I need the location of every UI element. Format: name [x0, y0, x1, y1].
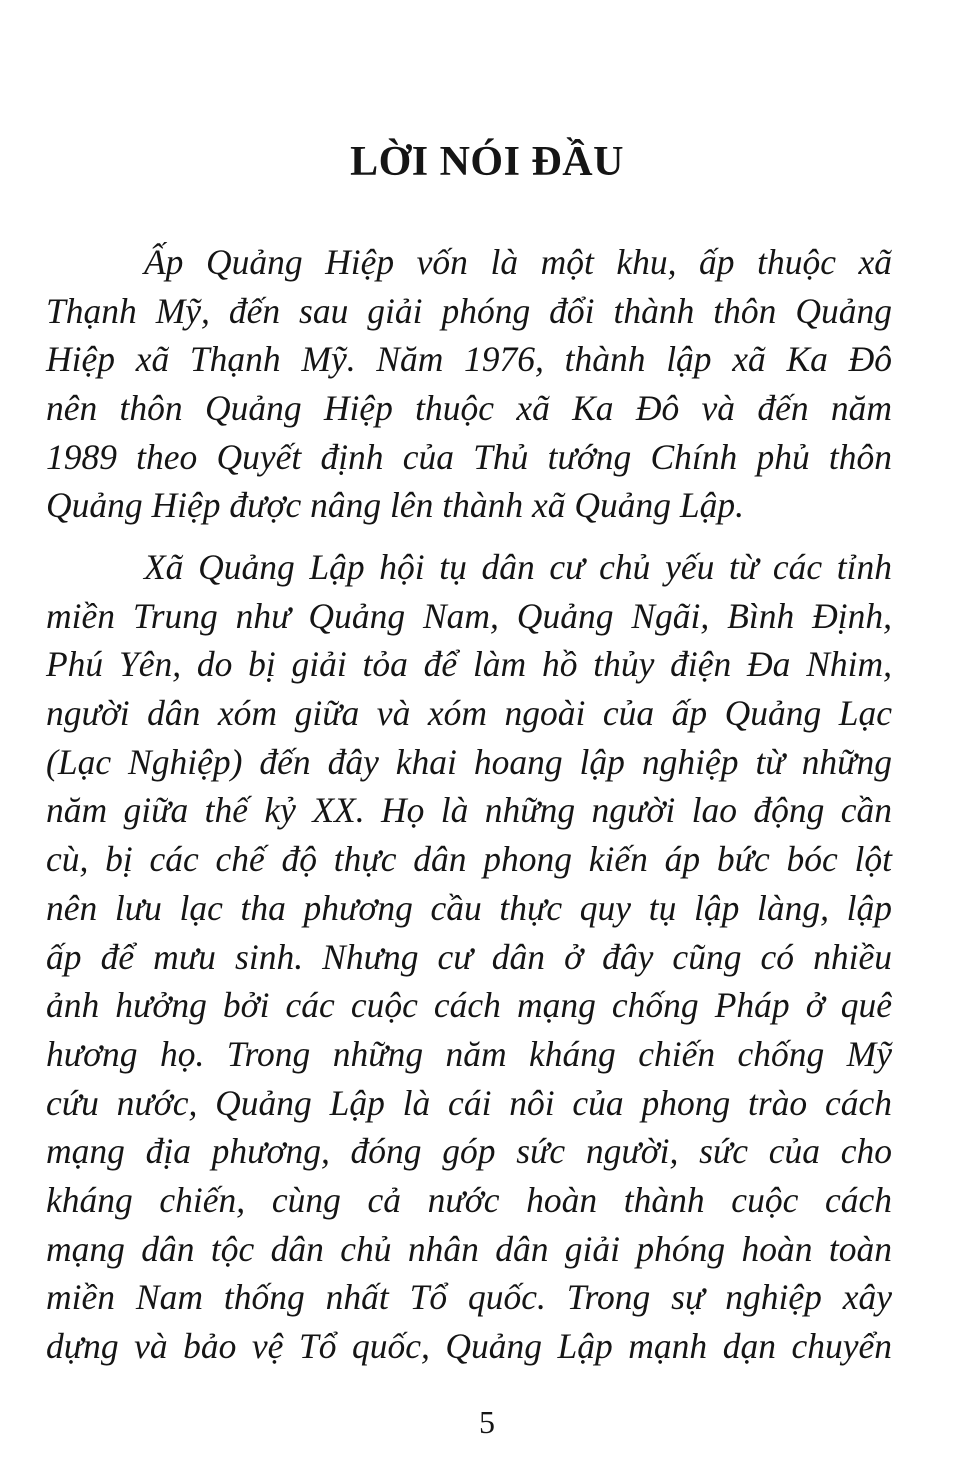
page-number: 5	[479, 1404, 495, 1440]
text-line: cù, bị các chế độ thực dân phong kiến áp bức bóc lột	[46, 839, 892, 880]
text-line: năm giữa thế kỷ XX. Họ là những người lao động cần	[46, 790, 892, 831]
text-line: kháng chiến, cùng cả nước hoàn thành cuộc cách	[46, 1179, 892, 1220]
text-line: Hiệp xã Thạnh Mỹ. Năm 1976, thành lập xã Ka Đô	[46, 339, 892, 380]
text-line: dựng và bảo vệ Tổ quốc, Quảng Lập mạnh dạn chuyển	[46, 1326, 892, 1366]
text-line: hương họ. Trong những năm kháng chiến chống Mỹ	[46, 1033, 892, 1074]
text-line: Ấp Quảng Hiệp vốn là một khu, ấp thuộc xã	[144, 242, 892, 282]
paragraph-2	[46, 543, 892, 1371]
text-line: ấp để mưu sinh. Nhưng cư dân ở đây cũng có nhiều	[46, 936, 892, 977]
text-line: mạng dân tộc dân chủ nhân dân giải phóng hoàn toàn	[46, 1228, 892, 1269]
text-line: Xã Quảng Lập hội tụ dân cư chủ yếu từ các tỉnh	[144, 547, 892, 587]
text-line: Quảng Hiệp được nâng lên thành xã Quảng Lập.	[46, 485, 744, 526]
text-line: cứu nước, Quảng Lập là cái nôi của phong trào cách	[46, 1082, 892, 1123]
text-line: Phú Yên, do bị giải tỏa để làm hồ thủy điện Đa Nhim,	[46, 644, 892, 685]
text-line: miền Nam thống nhất Tổ quốc. Trong sự nghiệp xây	[46, 1277, 892, 1318]
text-line: mạng địa phương, đóng góp sức người, sức của cho	[46, 1131, 892, 1172]
text-line: ảnh hưởng bởi các cuộc cách mạng chống Pháp ở quê	[46, 985, 892, 1026]
text-line: nên lưu lạc tha phương cầu thực quy tụ lập làng, lập	[46, 887, 892, 928]
page-title: LỜI NÓI ĐẦU	[350, 139, 624, 185]
text-line: 1989 theo Quyết định của Thủ tướng Chính phủ thôn	[46, 436, 892, 477]
text-line: người dân xóm giữa và xóm ngoài của ấp Quảng Lạc	[46, 693, 892, 734]
text-line: nên thôn Quảng Hiệp thuộc xã Ka Đô và đến năm	[46, 388, 892, 429]
paragraph-1	[46, 238, 892, 530]
text-line: (Lạc Nghiệp) đến đây khai hoang lập nghiệp từ những	[46, 741, 892, 782]
text-line: miền Trung như Quảng Nam, Quảng Ngãi, Bình Định,	[46, 595, 892, 636]
text-line: Thạnh Mỹ, đến sau giải phóng đổi thành thôn Quảng	[46, 290, 892, 331]
